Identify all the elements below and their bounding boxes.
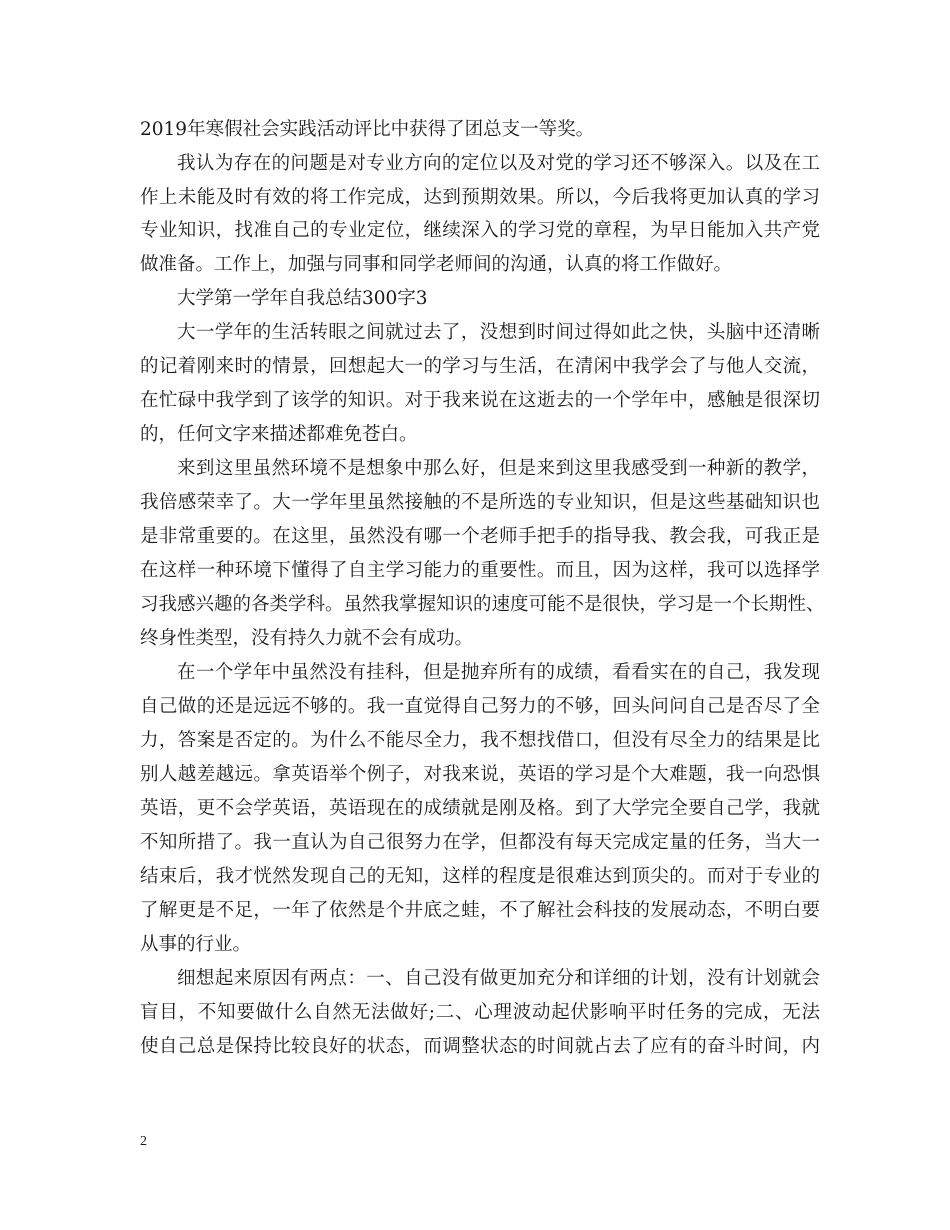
text-line: 来到这里虽然环境不是想象中那么好，但是来到这里我感受到一种新的教学， bbox=[177, 458, 820, 479]
page-number: 2 bbox=[140, 1134, 147, 1149]
text-line: 不知所措了。我一直认为自己很努力在学，但都没有每天完成定量的任务，当大一 bbox=[140, 832, 820, 853]
text-line: 专业知识，找准自己的专业定位，继续深入的学习党的章程，为早日能加入共产党 bbox=[140, 220, 820, 241]
text-line: 使自己总是保持比较良好的状态，而调整状态的时间就占去了应有的奋斗时间，内 bbox=[140, 1036, 820, 1057]
text-line: 结束后，我才恍然发现自己的无知，这样的程度是很难达到顶尖的。而对于专业的 bbox=[140, 866, 820, 887]
section-heading: 大学第一学年自我总结300字3 bbox=[177, 288, 428, 309]
text-line: 了解更是不足，一年了依然是个井底之蛙，不了解社会科技的发展动态，不明白要 bbox=[140, 900, 820, 921]
text-line: 从事的行业。 bbox=[140, 934, 252, 955]
text-line: 的，任何文字来描述都难免苍白。 bbox=[140, 424, 418, 445]
text-line: 别人越差越远。拿英语举个例子，对我来说，英语的学习是个大难题，我一向恐惧 bbox=[140, 764, 820, 785]
text-line: 细想起来原因有两点：一、自己没有做更加充分和详细的计划，没有计划就会 bbox=[177, 968, 820, 989]
text-line: 在忙碌中我学到了该学的知识。对于我来说在这逝去的一个学年中，感触是很深切 bbox=[140, 390, 820, 411]
text-line: 2019年寒假社会实践活动评比中获得了团总支一等奖。 bbox=[140, 119, 595, 140]
text-line: 自己做的还是远远不够的。我一直觉得自己努力的不够，回头问问自己是否尽了全 bbox=[140, 696, 820, 717]
text-line: 在一个学年中虽然没有挂科，但是抛弃所有的成绩，看看实在的自己，我发现 bbox=[177, 662, 820, 683]
text-line: 是非常重要的。在这里，虽然没有哪一个老师手把手的指导我、教会我，可我正是 bbox=[140, 526, 820, 547]
text-line: 我认为存在的问题是对专业方向的定位以及对党的学习还不够深入。以及在工 bbox=[177, 153, 820, 174]
text-line: 习我感兴趣的各类学科。虽然我掌握知识的速度可能不是很快，学习是一个长期性、 bbox=[140, 594, 825, 615]
text-line: 我倍感荣幸了。大一学年里虽然接触的不是所选的专业知识，但是这些基础知识也 bbox=[140, 492, 820, 513]
text-line: 在这样一种环境下懂得了自主学习能力的重要性。而且，因为这样，我可以选择学 bbox=[140, 560, 820, 581]
text-line: 盲目，不知要做什么自然无法做好;二、心理波动起伏影响平时任务的完成，无法 bbox=[140, 1002, 820, 1023]
text-line: 作上未能及时有效的将工作完成，达到预期效果。所以，今后我将更加认真的学习 bbox=[140, 187, 820, 208]
text-line: 做准备。工作上，加强与同事和同学老师间的沟通，认真的将工作做好。 bbox=[140, 254, 733, 275]
text-line: 大一学年的生活转眼之间就过去了，没想到时间过得如此之快，头脑中还清晰 bbox=[177, 322, 820, 343]
text-line: 力，答案是否定的。为什么不能尽全力，我不想找借口，但没有尽全力的结果是比 bbox=[140, 730, 820, 751]
text-line: 英语，更不会学英语，英语现在的成绩就是刚及格。到了大学完全要自己学，我就 bbox=[140, 798, 820, 819]
text-line: 终身性类型，没有持久力就不会有成功。 bbox=[140, 628, 474, 649]
text-line: 的记着刚来时的情景，回想起大一的学习与生活，在清闲中我学会了与他人交流， bbox=[140, 356, 820, 377]
